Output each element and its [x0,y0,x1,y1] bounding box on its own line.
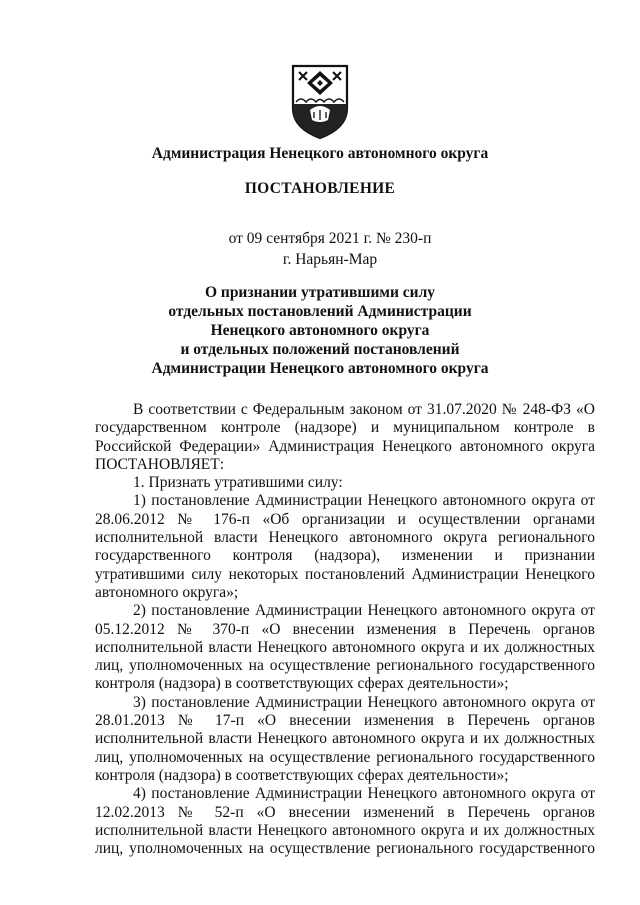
document-city: г. Нарьян-Мар [282,251,378,268]
title-line: отдельных постановлений Администрации [168,303,472,320]
title-line: и отдельных положений постановлений [180,341,460,358]
organization-name: Администрация Ненецкого автономного округа [151,145,489,162]
sub-item-2-paragraph: 2) постановление Администрации Ненецкого автономного округа от 05.12.2012 № 370-п «О внесении изменения в Перечень органов исполнительной власти Ненецкого автономного округа и их должностных лиц, уполномоченных на осуществление регионального государственного контроля (надзора) в соответствующих сферах деятельности»; [95,602,595,693]
document-title [0,283,640,378]
item-1-paragraph: 1. Признать утратившими силу: [133,474,343,492]
document-body [95,401,595,858]
preamble-paragraph: В соответствии с Федеральным законом от 31.07.2020 № 248-ФЗ «О государственном контроле (надзоре) и муниципальном контроле в Российской Федерации» Администрация Ненецкого автономного округа ПОСТАНОВЛЯЕТ: [95,401,595,473]
nenets-coat-of-arms-icon [289,62,351,140]
sub-item-1-paragraph: 1) постановление Администрации Ненецкого автономного округа от 28.06.2012 № 176-п «Об организации и осуществлении органами исполнительной власти Ненецкого автономного округа регионального государственного контроля (надзора), изменении и признании утратившими силу некоторых постановлений Администрации Ненецкого автономного округа»; [95,492,595,601]
title-line: Ненецкого автономного округа [210,322,430,339]
document-type: ПОСТАНОВЛЕНИЕ [244,180,396,197]
document-date-number: от 09 сентября 2021 г. № 230-п [228,230,432,247]
title-line: О признании утратившими силу [204,284,436,301]
sub-item-3-paragraph: 3) постановление Администрации Ненецкого автономного округа от 28.01.2013 № 17-п «О внесении изменения в Перечень органов исполнительной власти Ненецкого автономного округа и их должностных лиц, уполномоченных на осуществление регионального государственного контроля (надзора) в соответствующих сферах деятельности»; [95,693,595,784]
sub-item-4-paragraph: 4) постановление Администрации Ненецкого автономного округа от 12.02.2013 № 52-п «О внесении изменений в Перечень органов исполнительной власти Ненецкого автономного округа и их должностных лиц, уполномоченных на осуществление регионального государственного [95,785,595,858]
title-line: Администрации Ненецкого автономного округа [151,360,489,377]
